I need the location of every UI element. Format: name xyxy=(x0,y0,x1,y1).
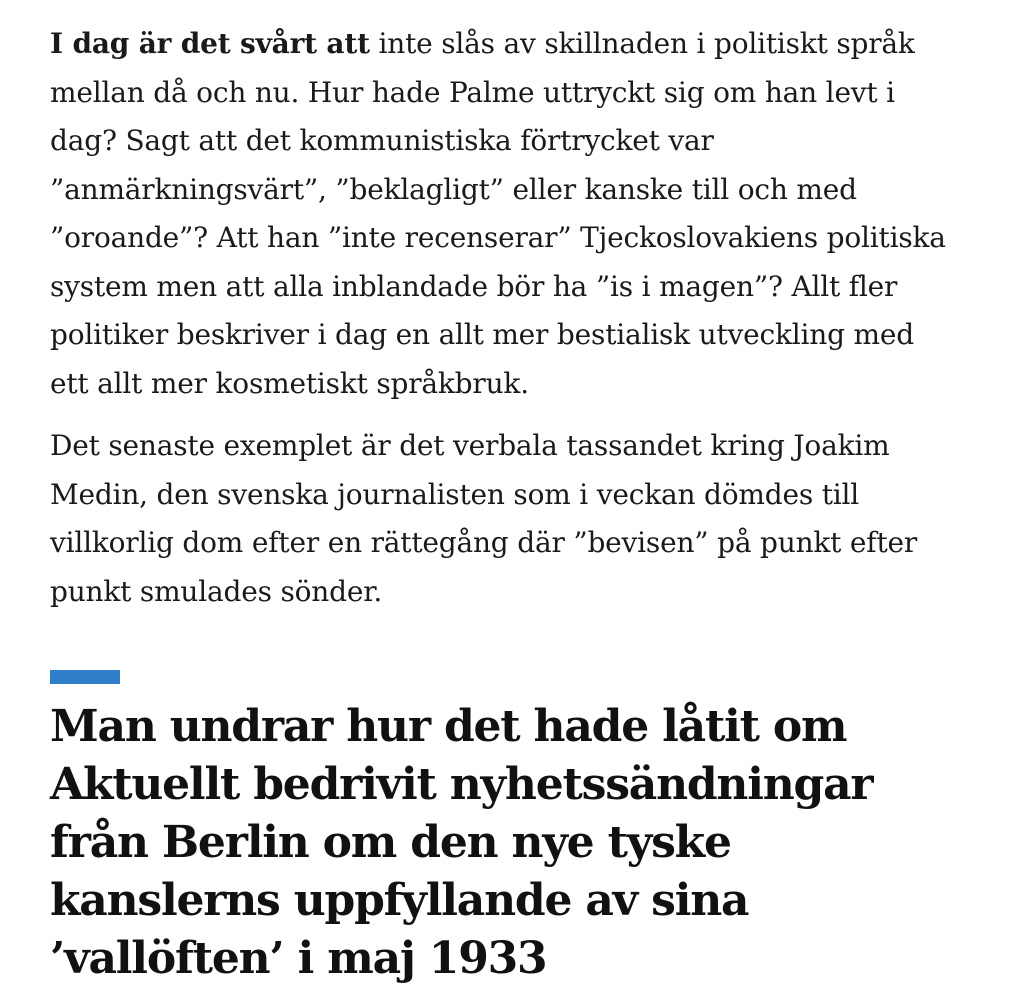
paragraph-line-text: inte slås av skillnaden i politiskt språk xyxy=(369,27,915,60)
paragraph-line: ett allt mer kosmetiskt språkbruk. xyxy=(50,366,529,400)
pullquote-line: från Berlin om den nye tyske xyxy=(50,817,731,868)
pullquote-line: kanslerns uppfyllande av sina xyxy=(50,875,749,926)
paragraph-line xyxy=(50,20,946,69)
lead-in-bold: I dag är det svårt att xyxy=(50,27,370,60)
paragraph-line: mellan då och nu. Hur hade Palme uttryckt sig om han levt i xyxy=(50,75,895,109)
paragraph-line: Det senaste exemplet är det verbala tassandet kring Joakim xyxy=(50,429,890,462)
pullquote-line: Aktuellt bedrivit nyhetssändningar xyxy=(50,759,873,810)
paragraph-line: ”oroande”? Att han ”inte recenserar” Tjeckoslovakiens politiska xyxy=(50,221,946,254)
paragraph-line: system men att alla inblandade bör ha ”is i magen”? Allt fler xyxy=(50,269,898,303)
paragraph xyxy=(50,422,917,616)
paragraph-line: villkorlig dom efter en rättegång där ”bevisen” på punkt efter xyxy=(50,526,918,559)
paragraph-line: ”anmärkningsvärt”, ”beklagligt” eller kanske till och med xyxy=(50,172,857,206)
paragraph xyxy=(50,20,946,408)
pullquote xyxy=(50,698,872,988)
pullquote-line: ’vallöften’ i maj 1933 xyxy=(50,933,547,984)
paragraph-line: punkt smulades sönder. xyxy=(50,574,383,608)
pullquote-line: Man undrar hur det hade låtit om xyxy=(50,701,847,752)
paragraph-line: Medin, den svenska journalisten som i veckan dömdes till xyxy=(50,477,860,511)
paragraph-line: dag? Sagt att det kommunistiska förtrycket var xyxy=(50,124,714,157)
pullquote-accent-bar xyxy=(50,670,120,684)
paragraph-line: politiker beskriver i dag en allt mer bestialisk utveckling med xyxy=(50,318,914,351)
